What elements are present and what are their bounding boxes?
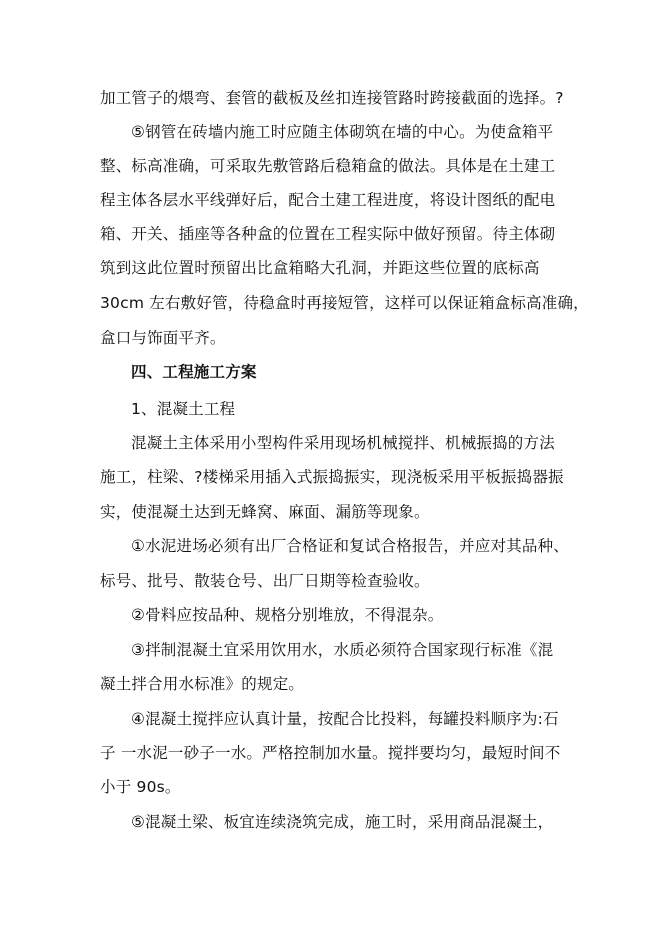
text-line: ③拌制混凝土宜采用饮用水，水质必须符合国家现行标准《混: [131, 641, 554, 659]
text-line: 箱、开关、插座等各种盒的位置在工程实际中做好预留。待主体砌: [100, 225, 556, 243]
text-line: 程主体各层水平线弹好后，配合土建工程进度，将设计图纸的配电: [100, 191, 556, 209]
text-line: 施工，柱梁、?楼梯采用插入式振捣振实，现浇板采用平板振捣器振: [100, 468, 564, 486]
text-line: ②骨料应按品种、规格分别堆放，不得混杂。: [131, 606, 444, 624]
subsection-heading: 1、混凝土工程: [131, 400, 236, 418]
text-line: ①水泥进场必须有出厂合格证和复试合格报告，并应对其品种、: [131, 537, 569, 555]
text-line: 盒口与饰面平齐。: [100, 329, 226, 347]
text-line: 实，使混凝土达到无蜂窝、麻面、漏筋等现象。: [100, 503, 430, 521]
text-line: ④混凝土搅拌应认真计量，按配合比投料，每罐投料顺序为:石: [131, 710, 559, 728]
text-line: 30cm 左右敷好管，待稳盒时再接短管，这样可以保证箱盒标高准确，: [100, 294, 589, 312]
text-line: 整、标高准确，可采取先敷管路后稳箱盒的做法。具体是在土建工: [100, 157, 556, 175]
text-line: 子 一水泥一砂子一水。严格控制加水量。搅拌要均匀，最短时间不: [100, 744, 561, 762]
text-line: 加工管子的煨弯、套管的截板及丝扣连接管路时跨接截面的选择。?: [100, 89, 564, 107]
text-line: 标号、批号、散装仓号、出厂日期等检查验收。: [100, 572, 430, 590]
text-line: ⑤混凝土梁、板宜连续浇筑完成，施工时，采用商品混凝土，: [131, 813, 554, 831]
text-line: 小于 90s。: [100, 778, 181, 796]
text-line: 凝土拌合用水标准》的规定。: [100, 675, 305, 693]
text-line: 筑到这此位置时预留出比盒箱略大孔洞，并距这些位置的底标高: [100, 259, 540, 277]
section-heading: 四、工程施工方案: [131, 362, 257, 381]
text-line: ⑤钢管在砖墙内施工时应随主体砌筑在墙的中心。为使盒箱平: [131, 123, 554, 141]
text-line: 混凝土主体采用小型构件采用现场机械搅拌、机械振捣的方法: [131, 434, 555, 452]
